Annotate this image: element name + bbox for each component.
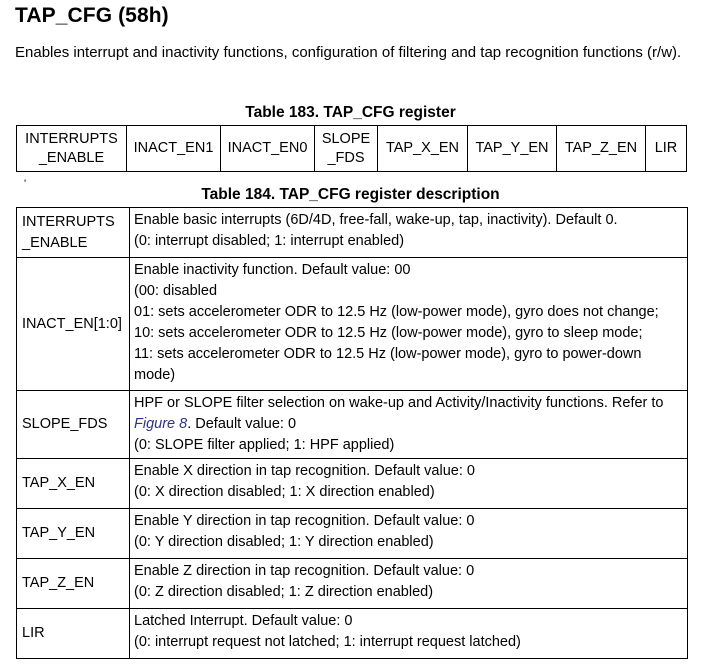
field-name: INACT_EN[1:0]: [17, 258, 130, 391]
bit-interrupts-enable-label: INTERRUPTS _ENABLE: [25, 130, 118, 166]
desc-row-inact-en: [17, 258, 688, 391]
field-name: TAP_Z_EN: [17, 559, 130, 609]
description-line: Enable Y direction in tap recognition. Default value: 0: [134, 513, 475, 529]
description-line: 11: sets accelerometer ODR to 12.5 Hz (low-power mode), gyro to power-down mode): [134, 346, 642, 383]
bit-inact-en1: INACT_EN1: [127, 126, 221, 172]
field-name: [17, 208, 130, 258]
bit-interrupts-enable: [17, 126, 127, 172]
desc-row-slope-fds: [17, 391, 688, 459]
figure-8-link[interactable]: Figure 8: [134, 416, 188, 432]
description-line: (0: interrupt disabled; 1: interrupt enabled): [134, 233, 405, 249]
description-line: (00: disabled: [134, 283, 218, 299]
description-line: Enable basic interrupts (6D/4D, free-fall, wake-up, tap, inactivity). Default 0.: [134, 212, 618, 228]
description-line: Latched Interrupt. Default value: 0: [134, 613, 353, 629]
description-line: Enable Z direction in tap recognition. Default value: 0: [134, 563, 475, 579]
bit-tap-x-en: TAP_X_EN: [378, 126, 468, 172]
description-text: HPF or SLOPE filter selection on wake-up and Activity/Inactivity functions. Refer to: [134, 395, 664, 411]
field-description: [130, 509, 688, 559]
field-description: [130, 391, 688, 459]
page-title: TAP_CFG (58h): [15, 4, 169, 27]
register-table-caption: Table 183. TAP_CFG register: [245, 104, 456, 121]
bit-slope-fds-label: SLOPE _FDS: [321, 130, 371, 166]
desc-row-tap-z-en: [17, 559, 688, 609]
field-name: SLOPE_FDS: [17, 391, 130, 459]
description-line: 01: sets accelerometer ODR to 12.5 Hz (low-power mode), gyro does not change;: [134, 304, 659, 320]
intro-paragraph: Enables interrupt and inactivity functions, configuration of filtering and tap recognition functions (r/w).: [15, 44, 682, 61]
field-description: [130, 208, 688, 258]
description-line: 10: sets accelerometer ODR to 12.5 Hz (low-power mode), gyro to sleep mode;: [134, 325, 643, 341]
description-table-caption: Table 184. TAP_CFG register description: [201, 186, 500, 203]
desc-row-lir: [17, 609, 688, 659]
description-line: (0: X direction disabled; 1: X direction enabled): [134, 484, 435, 500]
register-bit-table: [16, 125, 687, 172]
bit-tap-z-en: TAP_Z_EN: [557, 126, 646, 172]
bit-slope-fds: [315, 126, 378, 172]
bit-tap-y-en: TAP_Y_EN: [468, 126, 557, 172]
description-line: (0: interrupt request not latched; 1: interrupt request latched): [134, 634, 521, 650]
desc-row-tap-y-en: [17, 509, 688, 559]
field-name: TAP_X_EN: [17, 459, 130, 509]
field-name-label: INTERRUPTS _ENABLE: [22, 213, 115, 251]
description-line: (0: Y direction disabled; 1: Y direction enabled): [134, 534, 434, 550]
bit-lir: LIR: [646, 126, 687, 172]
description-line: Enable X direction in tap recognition. Default value: 0: [134, 463, 475, 479]
field-description: [130, 609, 688, 659]
register-bit-row: [17, 126, 687, 172]
register-description-table: [16, 207, 688, 659]
description-line: (0: Z direction disabled; 1: Z direction enabled): [134, 584, 434, 600]
field-description: [130, 459, 688, 509]
bit-inact-en0: INACT_EN0: [221, 126, 315, 172]
description-line: (0: SLOPE filter applied; 1: HPF applied): [134, 437, 395, 453]
desc-row-tap-x-en: [17, 459, 688, 509]
desc-row-interrupts-enable: [17, 208, 688, 258]
stray-mark: ': [24, 178, 27, 190]
field-name: TAP_Y_EN: [17, 509, 130, 559]
description-line: Enable inactivity function. Default value: 00: [134, 262, 411, 278]
field-name: LIR: [17, 609, 130, 659]
field-description: [130, 258, 688, 391]
description-text: . Default value: 0: [187, 416, 297, 432]
field-description: [130, 559, 688, 609]
description-paragraph: [134, 393, 683, 435]
